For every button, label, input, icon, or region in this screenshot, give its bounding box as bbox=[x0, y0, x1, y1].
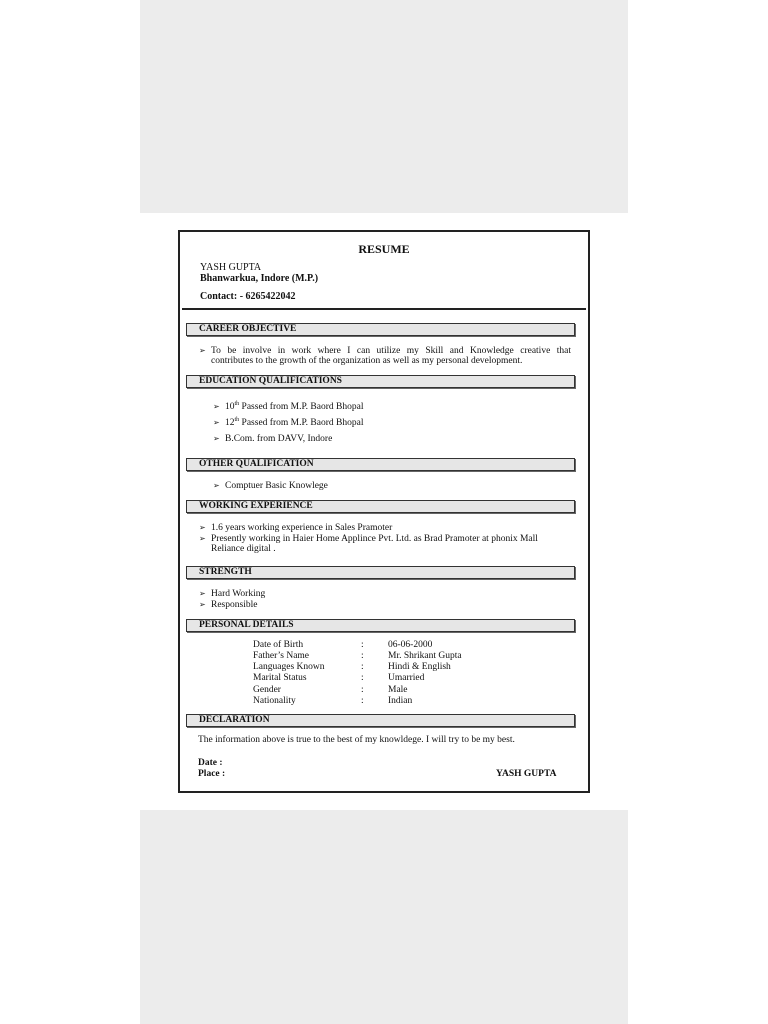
list-item: ➢ 10th Passed from M.P. Baord Bhopal bbox=[213, 400, 364, 412]
detail-colon: : bbox=[361, 662, 364, 672]
resume-header bbox=[182, 234, 586, 310]
section-heading-career-objective: CAREER OBJECTIVE bbox=[186, 323, 575, 336]
detail-label: Date of Birth bbox=[253, 640, 304, 650]
background-panel-bottom bbox=[140, 810, 628, 1024]
detail-value: Male bbox=[388, 685, 408, 695]
detail-colon: : bbox=[361, 651, 364, 661]
detail-value: Mr. Shrikant Gupta bbox=[388, 651, 462, 661]
arrow-bullet-icon: ➢ bbox=[213, 434, 220, 443]
list-item: ➢ Responsible bbox=[199, 600, 258, 610]
signature-name: YASH GUPTA bbox=[496, 769, 557, 779]
resume-page bbox=[178, 230, 590, 793]
list-item: ➢ 12th Passed from M.P. Baord Bhopal bbox=[213, 416, 364, 428]
background-panel-top bbox=[140, 0, 628, 213]
section-heading-other-qualification: OTHER QUALIFICATION bbox=[186, 458, 575, 471]
list-item: ➢ Presently working in Haier Home Applince Pvt. Ltd. as Brad Pramoter at phonix Mall bbox=[199, 534, 538, 544]
date-label: Date : bbox=[198, 758, 223, 768]
arrow-bullet-icon: ➢ bbox=[213, 481, 220, 490]
candidate-contact: Contact: - 6265422042 bbox=[200, 291, 296, 302]
list-item: ➢ B.Com. from DAVV, Indore bbox=[213, 434, 333, 444]
detail-colon: : bbox=[361, 685, 364, 695]
detail-label: Languages Known bbox=[253, 662, 325, 672]
detail-label: Father’s Name bbox=[253, 651, 310, 661]
detail-colon: : bbox=[361, 640, 364, 650]
arrow-bullet-icon: ➢ bbox=[199, 346, 206, 355]
detail-label: Gender bbox=[253, 685, 281, 695]
list-item: ➢ Hard Working bbox=[199, 589, 266, 599]
detail-label: Marital Status bbox=[253, 673, 307, 683]
arrow-bullet-icon: ➢ bbox=[213, 418, 220, 427]
section-heading-strength: STRENGTH bbox=[186, 566, 575, 579]
career-objective-line: ➢ To be involve in work where I can utilize my Skill and Knowledge creative that bbox=[199, 346, 571, 356]
section-heading-personal-details: PERSONAL DETAILS bbox=[186, 619, 575, 632]
detail-label: Nationality bbox=[253, 696, 296, 706]
list-item: ➢ Comptuer Basic Knowlege bbox=[213, 481, 328, 491]
arrow-bullet-icon: ➢ bbox=[199, 523, 206, 532]
section-heading-working-experience: WORKING EXPERIENCE bbox=[186, 500, 575, 513]
detail-value: 06-06-2000 bbox=[388, 640, 433, 650]
candidate-name: YASH GUPTA bbox=[200, 262, 262, 273]
arrow-bullet-icon: ➢ bbox=[213, 402, 220, 411]
detail-colon: : bbox=[361, 696, 364, 706]
list-item-continuation: Reliance digital . bbox=[211, 544, 276, 554]
arrow-bullet-icon: ➢ bbox=[199, 534, 206, 543]
detail-value: Indian bbox=[388, 696, 413, 706]
declaration-text: The information above is true to the best of my knowldege. I will try to be my best. bbox=[198, 735, 515, 745]
section-heading-declaration: DECLARATION bbox=[186, 714, 575, 727]
detail-value: Hindi & English bbox=[388, 662, 451, 672]
section-heading-education: EDUCATION QUALIFICATIONS bbox=[186, 375, 575, 388]
place-label: Place : bbox=[198, 769, 226, 779]
candidate-address: Bhanwarkua, Indore (M.P.) bbox=[200, 273, 319, 284]
detail-value: Umarried bbox=[388, 673, 425, 683]
page-title: RESUME bbox=[358, 242, 410, 256]
career-objective-line: contributes to the growth of the organization as well as my personal development. bbox=[211, 356, 523, 366]
detail-colon: : bbox=[361, 673, 364, 683]
list-item: ➢ 1.6 years working experience in Sales Pramoter bbox=[199, 523, 393, 533]
arrow-bullet-icon: ➢ bbox=[199, 589, 206, 598]
arrow-bullet-icon: ➢ bbox=[199, 600, 206, 609]
